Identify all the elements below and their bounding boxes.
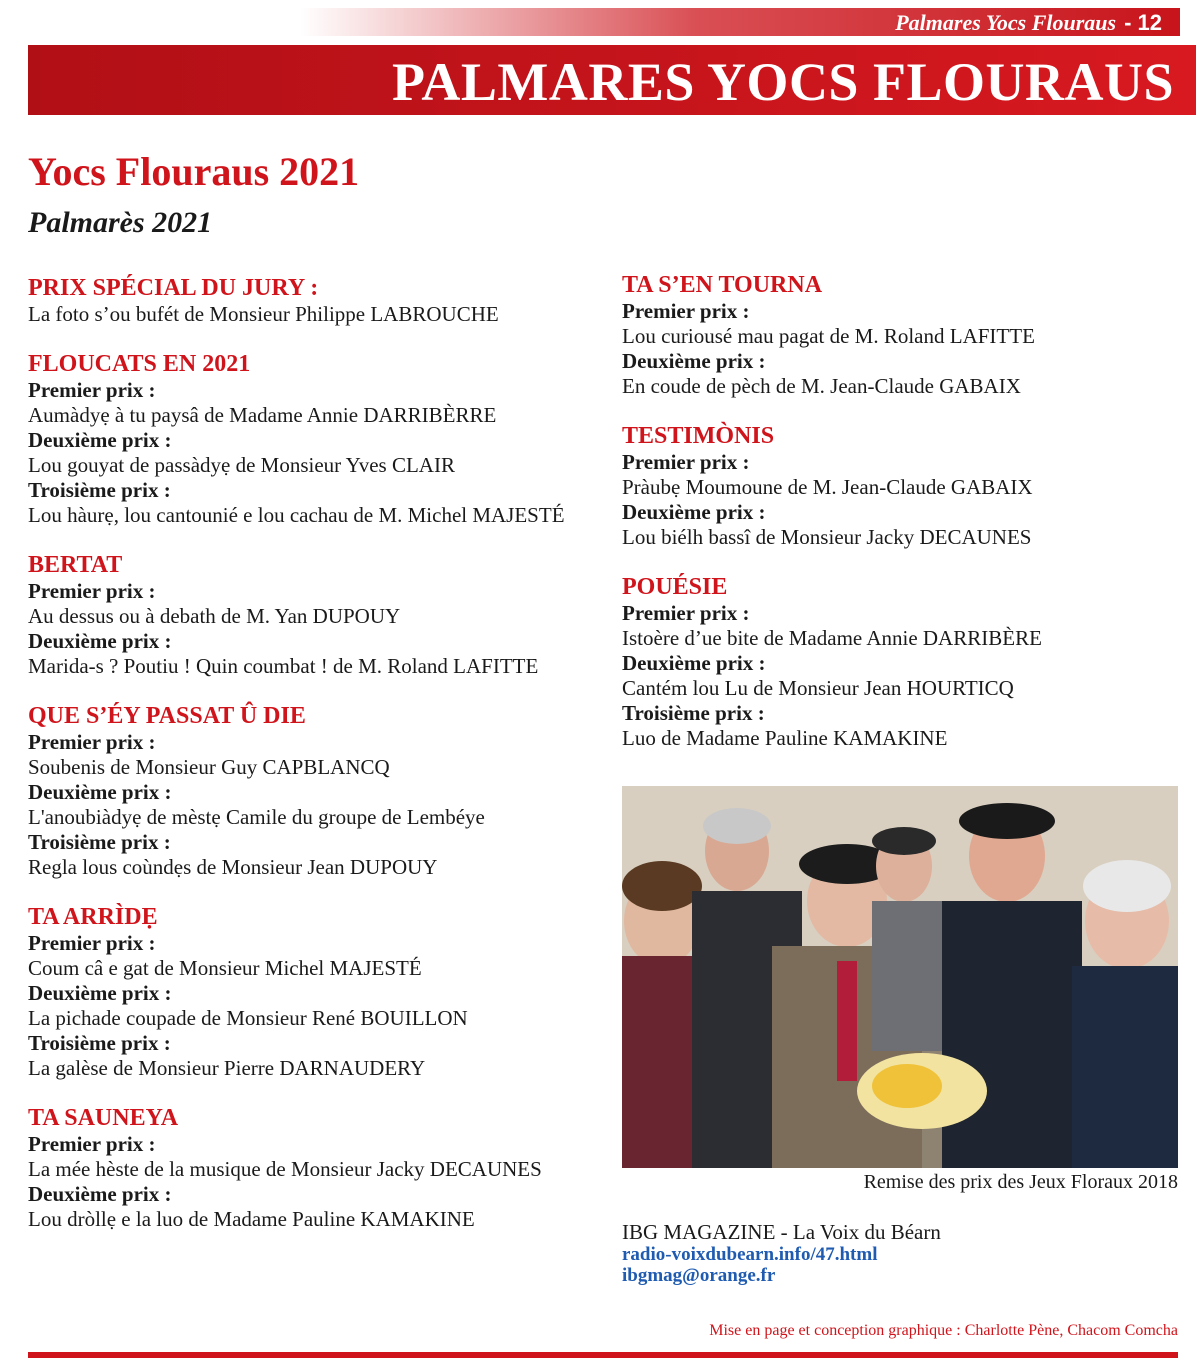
prize-winner-entry: Marida-s ? Poutiu ! Quin coumbat ! de M. Roland LAFITTE	[28, 654, 539, 678]
prize-winner-entry: Cantém lou Lu de Monsieur Jean HOURTICQ	[622, 676, 1014, 700]
prize-winner-entry: Istoère d’ue bite de Madame Annie DARRIBÈRE	[622, 626, 1042, 650]
prize-winner-entry: Soubenis de Monsieur Guy CAPBLANCQ	[28, 755, 390, 779]
page-title: Yocs Flouraus 2021	[28, 149, 360, 194]
magazine-website-link[interactable]: radio-voixdubearn.info/47.html	[622, 1244, 878, 1265]
prize-winner-entry: En coude de pèch de M. Jean-Claude GABAIX	[622, 374, 1021, 398]
prize-rank-label: Deuxième prix :	[28, 780, 172, 804]
prize-rank-label: Troisième prix :	[622, 701, 765, 725]
prize-category	[28, 351, 598, 528]
prize-rank-label: Deuxième prix :	[622, 500, 766, 524]
prize-winner-entry: Regla lous coùndẹs de Monsieur Jean DUPOUY	[28, 855, 438, 879]
magazine-name: IBG MAGAZINE - La Voix du Béarn	[622, 1220, 941, 1244]
header-strip	[300, 8, 1180, 36]
banner-title: PALMARES YOCS FLOURAUS	[391, 52, 1174, 112]
category-title: POUÉSIE	[622, 574, 728, 600]
prize-winner-entry: Au dessus ou à debath de M. Yan DUPOUY	[28, 604, 401, 628]
prize-winner-entry: Lou curiousé mau pagat de M. Roland LAFITTE	[622, 324, 1035, 348]
left-column	[28, 275, 598, 1256]
prize-rank-label: Deuxième prix :	[28, 629, 172, 653]
prize-rank-label: Premier prix :	[28, 579, 156, 603]
category-title: QUE S’ÉY PASSAT Û DIE	[28, 703, 306, 729]
category-title: TESTIMÒNIS	[622, 423, 775, 449]
prize-winner-entry: Lou biélh bassî de Monsieur Jacky DECAUNES	[622, 525, 1032, 549]
prize-winner-entry: Pràubẹ Moumoune de M. Jean-Claude GABAIX	[622, 475, 1033, 499]
header-strip-text	[895, 10, 1162, 36]
prize-rank-label: Troisième prix :	[28, 478, 171, 502]
right-column	[622, 272, 1192, 775]
prize-winner-entry: Lou dròllẹ e la luo de Madame Pauline KAMAKINE	[28, 1207, 475, 1231]
prize-winner-entry: La mée hèste de la musique de Monsieur Jacky DECAUNES	[28, 1157, 542, 1181]
prize-category	[28, 1105, 598, 1232]
magazine-email-link[interactable]: ibgmag@orange.fr	[622, 1265, 776, 1286]
prize-winner-entry: L'anoubiàdyẹ de mèstẹ Camile du groupe de Lembéye	[28, 805, 485, 829]
prize-rank-label: Premier prix :	[622, 450, 750, 474]
prize-category	[28, 552, 598, 679]
prize-category	[28, 703, 598, 880]
prize-category	[28, 904, 598, 1081]
title-banner	[28, 45, 1196, 115]
category-title: BERTAT	[28, 552, 123, 578]
prize-winner-entry: Lou hàurẹ, lou cantounié e lou cachau de M. Michel MAJESTÉ	[28, 503, 565, 527]
prize-rank-label: Troisième prix :	[28, 830, 171, 854]
group-photo-illustration	[622, 786, 1178, 1168]
category-title: TA SAUNEYA	[28, 1105, 179, 1131]
prize-rank-label: Premier prix :	[622, 601, 750, 625]
prize-rank-label: Premier prix :	[28, 730, 156, 754]
category-title: FLOUCATS EN 2021	[28, 351, 251, 377]
prize-category	[622, 272, 1192, 399]
bottom-divider	[28, 1352, 1178, 1358]
page-subtitle: Palmarès 2021	[28, 206, 213, 239]
prize-rank-label: Deuxième prix :	[28, 1182, 172, 1206]
prize-rank-label: Premier prix :	[28, 931, 156, 955]
prize-winner-entry: Coum câ e gat de Monsieur Michel MAJESTÉ	[28, 956, 422, 980]
prize-winner-entry: Aumàdyẹ à tu paysâ de Madame Annie DARRIBÈRRE	[28, 403, 497, 427]
prize-rank-label: Deuxième prix :	[28, 981, 172, 1005]
category-title: PRIX SPÉCIAL DU JURY :	[28, 275, 319, 301]
prize-rank-label: Premier prix :	[28, 1132, 156, 1156]
prize-rank-label: Troisième prix :	[28, 1031, 171, 1055]
prize-rank-label: Premier prix :	[622, 299, 750, 323]
prize-rank-label: Deuxième prix :	[622, 349, 766, 373]
prize-category	[28, 275, 598, 327]
prize-winner-entry: La galèse de Monsieur Pierre DARNAUDERY	[28, 1056, 426, 1080]
prize-winner-entry: La pichade coupade de Monsieur René BOUILLON	[28, 1006, 468, 1030]
group-photo	[622, 786, 1178, 1168]
photo-caption: Remise des prix des Jeux Floraux 2018	[863, 1171, 1178, 1193]
prize-rank-label: Deuxième prix :	[28, 428, 172, 452]
prize-winner-entry: Lou gouyat de passàdyẹ de Monsieur Yves CLAIR	[28, 453, 455, 477]
prize-rank-label: Deuxième prix :	[622, 651, 766, 675]
prize-rank-label: Premier prix :	[28, 378, 156, 402]
prize-winner-entry: La foto s’ou bufét de Monsieur Philippe LABROUCHE	[28, 302, 499, 326]
category-title: TA S’EN TOURNA	[622, 272, 823, 298]
prize-winner-entry: Luo de Madame Pauline KAMAKINE	[622, 726, 948, 750]
prize-category	[622, 423, 1192, 550]
page-number: - 12	[1124, 10, 1162, 35]
layout-credits: Mise en page et conception graphique : Charlotte Pène, Chacom Comcha	[709, 1322, 1178, 1339]
category-title: TA ARRÌDẸ	[28, 904, 158, 930]
prize-category	[622, 574, 1192, 751]
header-strip-title: Palmares Yocs Flouraus	[895, 10, 1117, 35]
